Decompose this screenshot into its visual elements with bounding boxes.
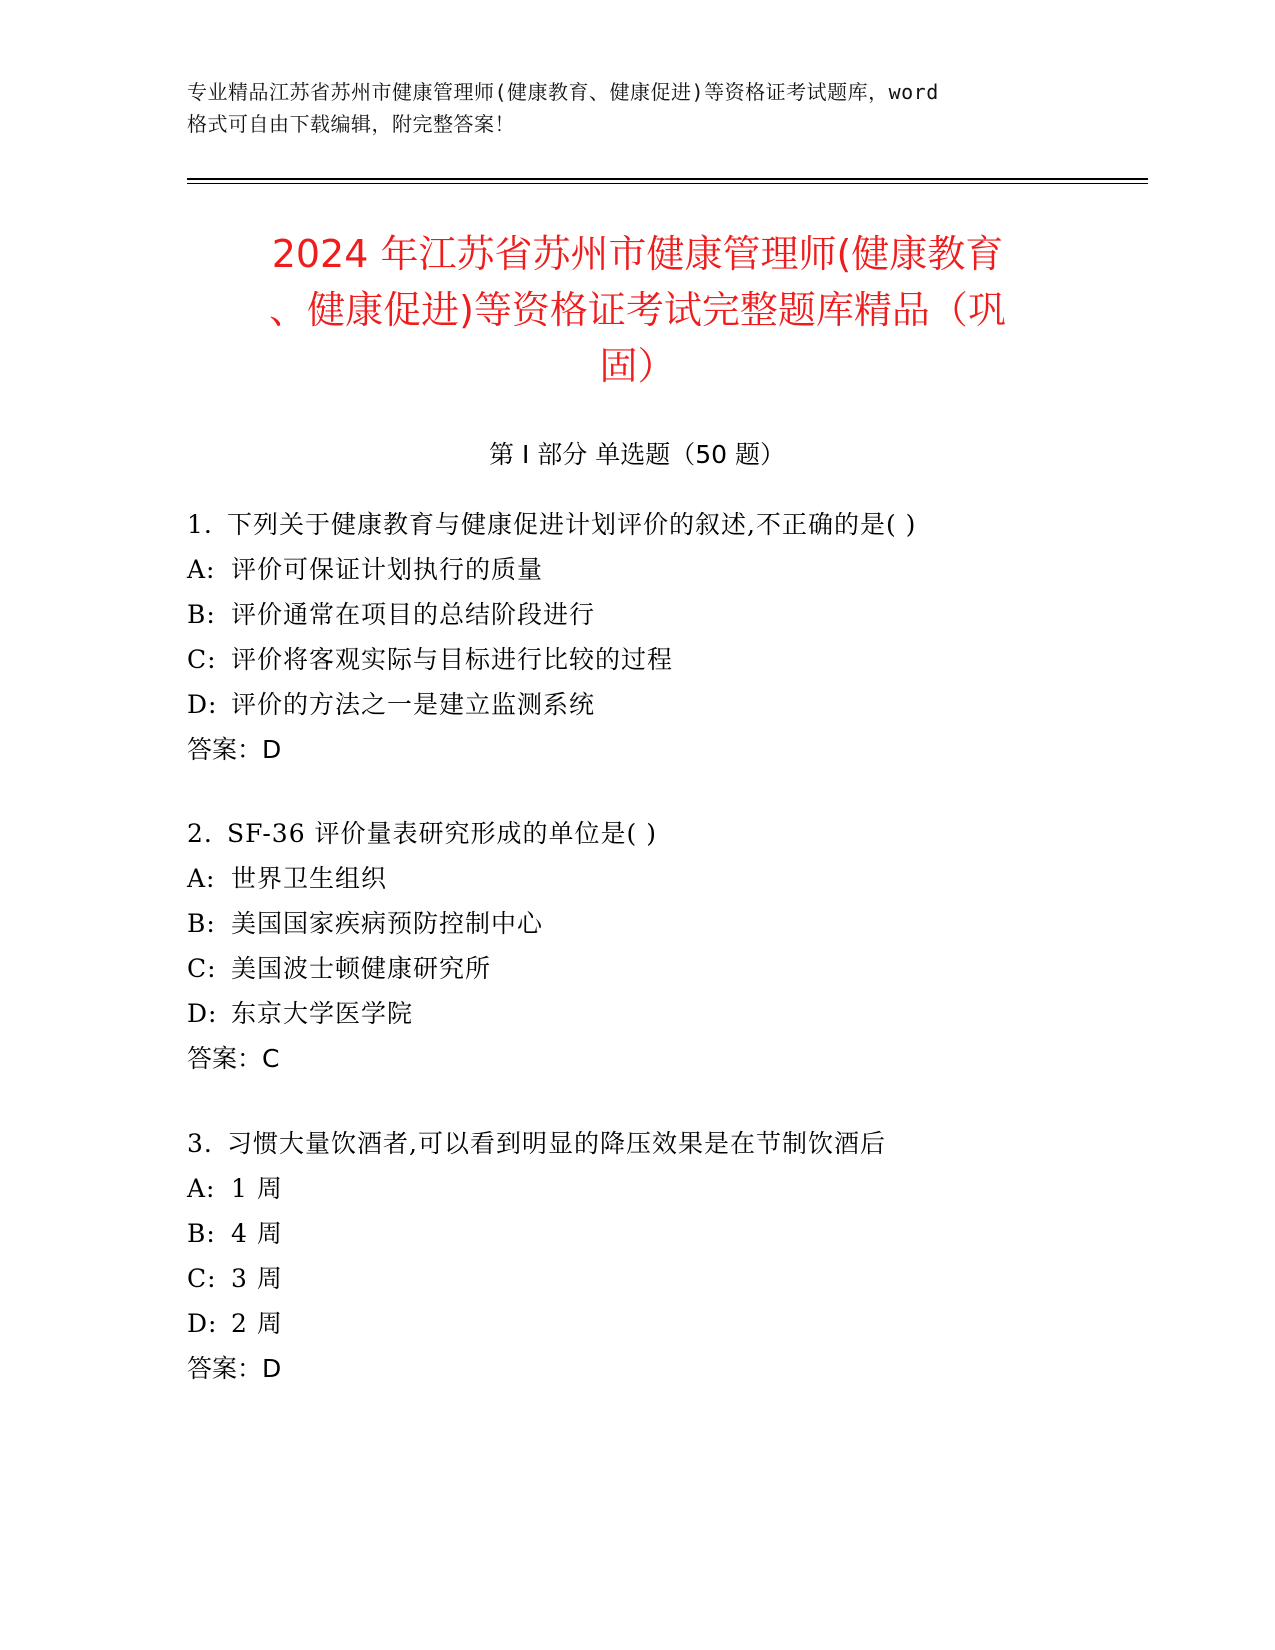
option-b — [187, 1211, 1147, 1256]
option-text: 4 周 — [231, 1219, 283, 1248]
header-note — [187, 76, 1087, 140]
question-text: 习惯大量饮酒者,可以看到明显的降压效果是在节制饮酒后 — [227, 1129, 886, 1158]
option-key: C: — [187, 645, 217, 674]
answer: 答案：C — [187, 1044, 280, 1073]
document-title-line-2: 、健康促进)等资格证考试完整题库精品（巩 — [269, 288, 1006, 332]
document-title — [180, 226, 1095, 394]
option-c — [187, 1256, 1147, 1301]
option-key: B: — [187, 600, 216, 629]
option-text: 1 周 — [231, 1174, 283, 1203]
question-2 — [187, 811, 1147, 1081]
option-text: 评价的方法之一是建立监测系统 — [231, 690, 596, 719]
question-text: 下列关于健康教育与健康促进计划评价的叙述,不正确的是( ) — [227, 510, 917, 539]
option-text: 评价通常在项目的总结阶段进行 — [231, 600, 596, 629]
option-b — [187, 901, 1147, 946]
option-text: 世界卫生组织 — [231, 864, 388, 893]
option-key: B: — [187, 1219, 216, 1248]
option-c — [187, 946, 1147, 991]
header-note-line-2: 格式可自由下载编辑，附完整答案！ — [187, 112, 515, 136]
answer: 答案：D — [187, 735, 282, 764]
document-title-line-3: 固） — [599, 344, 676, 388]
option-text: 评价将客观实际与目标进行比较的过程 — [231, 645, 674, 674]
option-key: C: — [187, 954, 217, 983]
option-a — [187, 856, 1147, 901]
option-text: 美国国家疾病预防控制中心 — [231, 909, 544, 938]
question-1 — [187, 502, 1147, 772]
option-key: A: — [187, 864, 216, 893]
option-d — [187, 1301, 1147, 1346]
header-note-line-1: 专业精品江苏省苏州市健康管理师(健康教育、健康促进)等资格证考试题库，word — [187, 80, 939, 104]
option-a — [187, 1166, 1147, 1211]
answer: 答案：D — [187, 1354, 282, 1383]
option-key: A: — [187, 1174, 216, 1203]
header-divider-thin — [187, 183, 1148, 184]
option-key: C: — [187, 1264, 217, 1293]
option-text: 3 周 — [231, 1264, 283, 1293]
option-text: 评价可保证计划执行的质量 — [231, 555, 544, 584]
option-a — [187, 547, 1147, 592]
option-text: 美国波士顿健康研究所 — [231, 954, 492, 983]
option-key: A: — [187, 555, 216, 584]
section-title: 第 I 部分 单选题（50 题） — [489, 440, 785, 469]
option-key: B: — [187, 909, 216, 938]
question-text: SF-36 评价量表研究形成的单位是( ) — [227, 819, 658, 848]
option-key: D: — [187, 999, 218, 1028]
option-text: 2 周 — [231, 1309, 283, 1338]
question-number: 3. — [187, 1129, 213, 1158]
option-c — [187, 637, 1147, 682]
option-text: 东京大学医学院 — [231, 999, 414, 1028]
question-stem — [187, 811, 1147, 856]
question-3 — [187, 1121, 1147, 1391]
option-d — [187, 682, 1147, 727]
option-key: D: — [187, 1309, 218, 1338]
document-title-line-1: 2024 年江苏省苏州市健康管理师(健康教育 — [271, 232, 1004, 276]
option-b — [187, 592, 1147, 637]
option-key: D: — [187, 690, 218, 719]
question-number: 1. — [187, 510, 213, 539]
option-d — [187, 991, 1147, 1036]
question-stem — [187, 502, 1147, 547]
question-number: 2. — [187, 819, 213, 848]
question-stem — [187, 1121, 1147, 1166]
header-divider-thick — [187, 178, 1148, 180]
